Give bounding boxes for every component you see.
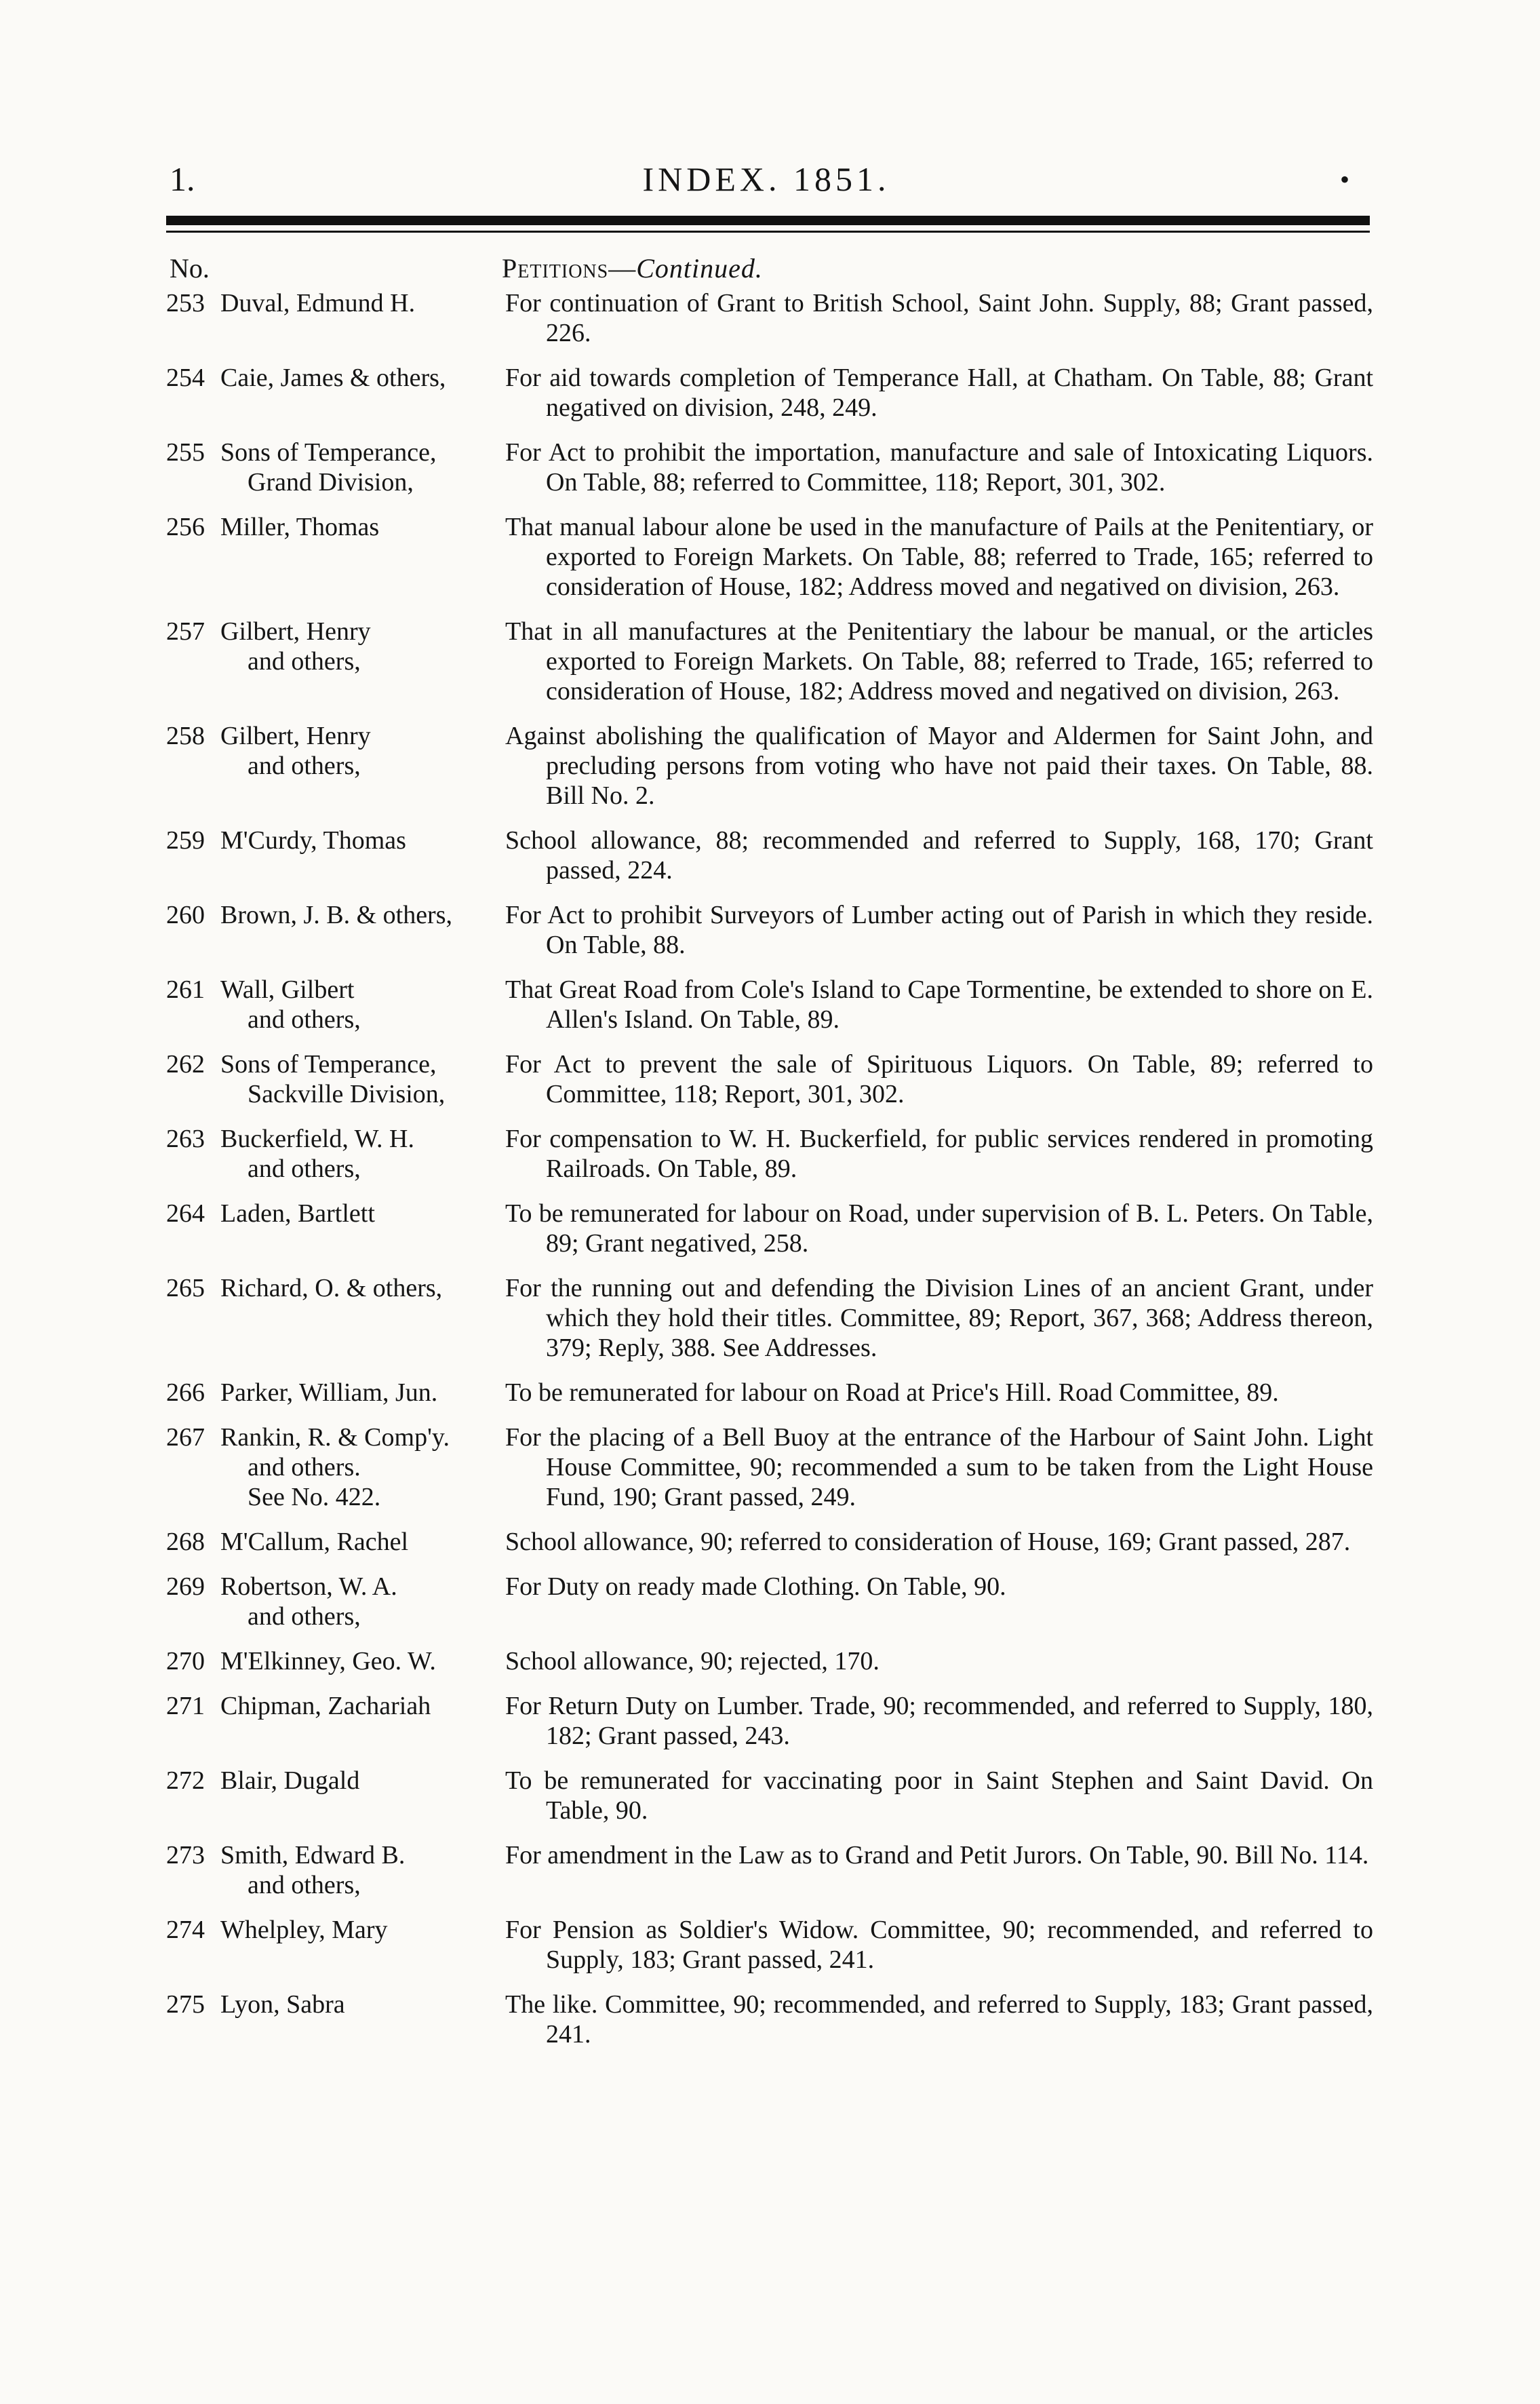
petition-description: For the placing of a Bell Buoy at the entrance of the Harbour of Saint John. Light House Committee, 90; recommended a sum to be taken from the Light House Fund, 190; Grant passed, 249. bbox=[505, 1423, 1373, 1511]
petition-entry bbox=[166, 288, 1373, 348]
petitioner-name-continuation: and others, bbox=[248, 1005, 361, 1034]
petition-description: For Duty on ready made Clothing. On Table, 90. bbox=[505, 1572, 1006, 1601]
petitioner-name: Lyon, Sabra bbox=[220, 1990, 345, 2019]
petition-number: 253 bbox=[166, 289, 205, 317]
petitioner bbox=[166, 1990, 505, 2049]
petitioner bbox=[166, 1378, 505, 1408]
petition-number: 266 bbox=[166, 1378, 205, 1407]
petitioner-name: Buckerfield, W. H. bbox=[220, 1125, 415, 1153]
petitioner-line bbox=[166, 1766, 505, 1796]
petitioner-name-continuation: Sackville Division, bbox=[248, 1080, 446, 1108]
petitioner bbox=[166, 1527, 505, 1557]
petitioner-name: Caie, James & others, bbox=[220, 364, 446, 392]
petitioner-line bbox=[166, 975, 505, 1005]
page-number: 1. bbox=[170, 160, 195, 198]
petition-entry bbox=[166, 363, 1373, 423]
petitioner-line bbox=[166, 288, 505, 318]
petition-entry bbox=[166, 721, 1373, 811]
page-title: INDEX. 1851. bbox=[642, 160, 890, 198]
petitioner-name-continuation: and others, bbox=[248, 1871, 361, 1899]
petitioner-name: Brown, J. B. & others, bbox=[220, 901, 452, 929]
petition-description: That Great Road from Cole's Island to Cape Tormentine, be extended to shore on E. Allen's Island. On Table, 89. bbox=[505, 975, 1373, 1034]
petitioner bbox=[166, 1915, 505, 1975]
petitioner-name: M'Curdy, Thomas bbox=[220, 826, 406, 855]
petitioner bbox=[166, 1422, 505, 1512]
petition-description: For continuation of Grant to British School, Saint John. Supply, 88; Grant passed, 226. bbox=[505, 289, 1373, 347]
petitioner bbox=[166, 1124, 505, 1184]
petition-entry bbox=[166, 900, 1373, 960]
petition-number: 262 bbox=[166, 1050, 205, 1079]
petition-number: 275 bbox=[166, 1990, 205, 2019]
petition-description: That in all manufactures at the Penitentiary the labour be manual, or the articles exported to Foreign Markets. On Table, 88; referred to Trade, 165; referred to consideration of House, 182; Address moved and negatived on division, 263. bbox=[505, 617, 1373, 705]
petition-entry bbox=[166, 1199, 1373, 1258]
petitioner bbox=[166, 1840, 505, 1900]
petition-entry bbox=[166, 438, 1373, 497]
header-rule-thick bbox=[166, 216, 1370, 225]
petitioner-name: Duval, Edmund H. bbox=[220, 289, 416, 317]
petitioner-line bbox=[166, 1527, 505, 1557]
petitioner bbox=[166, 721, 505, 811]
petition-list bbox=[166, 288, 1373, 2064]
petitioner-name: Parker, William, Jun. bbox=[220, 1378, 438, 1407]
petition-description: For compensation to W. H. Buckerfield, for public services rendered in promoting Railroads. On Table, 89. bbox=[505, 1125, 1373, 1183]
petition-entry bbox=[166, 1572, 1373, 1631]
petition-entry bbox=[166, 1378, 1373, 1408]
petition-description: For Pension as Soldier's Widow. Committee, 90; recommended, and referred to Supply, 183; Grant passed, 241. bbox=[505, 1916, 1373, 1974]
petitioner bbox=[166, 512, 505, 602]
petitioner-name-continuation: and others, bbox=[248, 1155, 361, 1183]
section-heading bbox=[502, 252, 763, 284]
page-header bbox=[170, 159, 1363, 207]
column-header bbox=[170, 252, 1370, 286]
petition-description: Against abolishing the qualification of Mayor and Aldermen for Saint John, and precluding persons from voting who have not paid their taxes. On Table, 88. Bill No. 2. bbox=[505, 722, 1373, 810]
petition-description: For Act to prohibit the importation, manufacture and sale of Intoxicating Liquors. On Table, 88; referred to Committee, 118; Report, 301, 302. bbox=[505, 438, 1373, 497]
petitioner-line bbox=[166, 1378, 505, 1408]
petition-number: 267 bbox=[166, 1423, 205, 1452]
petition-entry bbox=[166, 1422, 1373, 1512]
petition-number: 265 bbox=[166, 1274, 205, 1302]
petition-entry bbox=[166, 1766, 1373, 1825]
petitioner-name: Sons of Temperance, bbox=[220, 438, 437, 467]
petition-number: 270 bbox=[166, 1647, 205, 1675]
petition-description: School allowance, 88; recommended and referred to Supply, 168, 170; Grant passed, 224. bbox=[505, 826, 1373, 885]
petitioner-name: Whelpley, Mary bbox=[220, 1916, 388, 1944]
petition-number: 261 bbox=[166, 975, 205, 1004]
petition-description: School allowance, 90; rejected, 170. bbox=[505, 1647, 880, 1675]
petitioner bbox=[166, 1572, 505, 1631]
petition-entry bbox=[166, 1691, 1373, 1751]
petitioner-line bbox=[166, 1124, 505, 1154]
section-continued: Continued. bbox=[636, 253, 763, 284]
petitioner-name: Rankin, R. & Comp'y. bbox=[220, 1423, 450, 1452]
petition-description: For Act to prohibit Surveyors of Lumber acting out of Parish in which they reside. On Table, 88. bbox=[505, 901, 1373, 959]
petitioner bbox=[166, 1766, 505, 1825]
petitioner-name: Gilbert, Henry bbox=[220, 722, 371, 750]
petitioner-name-continuation: and others, bbox=[248, 752, 361, 780]
petitioner-name: Laden, Bartlett bbox=[220, 1199, 375, 1228]
petition-number: 269 bbox=[166, 1572, 205, 1601]
petitioner-line bbox=[166, 826, 505, 855]
petitioner-name: Smith, Edward B. bbox=[220, 1841, 406, 1869]
petitioner-line bbox=[166, 1049, 505, 1079]
petition-entry bbox=[166, 1840, 1373, 1900]
petition-number: 254 bbox=[166, 364, 205, 392]
petitioner bbox=[166, 288, 505, 348]
petitioner bbox=[166, 617, 505, 706]
petitioner-line bbox=[166, 1572, 505, 1602]
petitioner bbox=[166, 1691, 505, 1751]
petition-entry bbox=[166, 617, 1373, 706]
petitioner-line bbox=[166, 900, 505, 930]
petitioner-name-continuation: Grand Division, bbox=[248, 468, 414, 497]
petition-description: For Return Duty on Lumber. Trade, 90; recommended, and referred to Supply, 180, 182; Grant passed, 243. bbox=[505, 1692, 1373, 1750]
petition-description: To be remunerated for labour on Road at Price's Hill. Road Committee, 89. bbox=[505, 1378, 1279, 1407]
petitioner-line bbox=[166, 363, 505, 393]
petitioner-name-continuation: and others, bbox=[248, 1602, 361, 1631]
petitioner bbox=[166, 363, 505, 423]
petition-number: 273 bbox=[166, 1841, 205, 1869]
petition-description: To be remunerated for vaccinating poor in Saint Stephen and Saint David. On Table, 90. bbox=[505, 1766, 1373, 1825]
petition-description: That manual labour alone be used in the manufacture of Pails at the Penitentiary, or exported to Foreign Markets. On Table, 88; referred to Trade, 165; referred to consideration of House, 182; Address moved and negatived on division, 263. bbox=[505, 513, 1373, 601]
petition-number: 272 bbox=[166, 1766, 205, 1795]
petition-entry bbox=[166, 1049, 1373, 1109]
petition-number: 260 bbox=[166, 901, 205, 929]
petition-description: For aid towards completion of Temperance Hall, at Chatham. On Table, 88; Grant negatived on division, 248, 249. bbox=[505, 364, 1373, 422]
petitioner-name: Wall, Gilbert bbox=[220, 975, 355, 1004]
petition-number: 257 bbox=[166, 617, 205, 646]
petition-number: 268 bbox=[166, 1528, 205, 1556]
petition-entry bbox=[166, 512, 1373, 602]
petition-entry bbox=[166, 1527, 1373, 1557]
petition-number: 271 bbox=[166, 1692, 205, 1720]
petition-number: 263 bbox=[166, 1125, 205, 1153]
petitioner-name: M'Callum, Rachel bbox=[220, 1528, 409, 1556]
petitioner bbox=[166, 900, 505, 960]
section-label: Petitions— bbox=[502, 253, 637, 284]
petition-entry bbox=[166, 1124, 1373, 1184]
petitioner-line bbox=[166, 1691, 505, 1721]
petition-entry bbox=[166, 1646, 1373, 1676]
petition-number: 256 bbox=[166, 513, 205, 541]
petition-description: For Act to prevent the sale of Spirituous Liquors. On Table, 89; referred to Committee, 118; Report, 301, 302. bbox=[505, 1050, 1373, 1108]
petition-description: School allowance, 90; referred to consideration of House, 169; Grant passed, 287. bbox=[505, 1528, 1351, 1556]
petitioner-line bbox=[166, 1422, 505, 1452]
petitioner-line bbox=[166, 512, 505, 542]
petitioner bbox=[166, 1049, 505, 1109]
petitioner bbox=[166, 826, 505, 885]
petitioner-line bbox=[166, 1646, 505, 1676]
petition-entry bbox=[166, 1273, 1373, 1363]
petition-description: To be remunerated for labour on Road, under supervision of B. L. Peters. On Table, 89; Grant negatived, 258. bbox=[505, 1199, 1373, 1258]
petitioner-line bbox=[166, 1915, 505, 1945]
petitioner-name: Chipman, Zachariah bbox=[220, 1692, 431, 1720]
petitioner-line bbox=[166, 1273, 505, 1303]
petitioner-name: Robertson, W. A. bbox=[220, 1572, 397, 1601]
petitioner-name-continuation: See No. 422. bbox=[248, 1483, 381, 1511]
petitioner-name-continuation: and others, bbox=[248, 647, 361, 676]
petitioner-name: Blair, Dugald bbox=[220, 1766, 360, 1795]
print-mark: • bbox=[1339, 164, 1349, 195]
petition-number: 258 bbox=[166, 722, 205, 750]
petition-description: For the running out and defending the Division Lines of an ancient Grant, under which they hold their titles. Committee, 89; Report, 367, 368; Address thereon, 379; Reply, 388. See Addresses. bbox=[505, 1274, 1373, 1362]
petition-entry bbox=[166, 1990, 1373, 2049]
petition-number: 274 bbox=[166, 1916, 205, 1944]
petitioner bbox=[166, 1273, 505, 1363]
petitioner-name: M'Elkinney, Geo. W. bbox=[220, 1647, 436, 1675]
petition-entry bbox=[166, 975, 1373, 1034]
petitioner-name: Miller, Thomas bbox=[220, 513, 380, 541]
petition-number: 255 bbox=[166, 438, 205, 467]
petitioner-line bbox=[166, 438, 505, 467]
petitioner bbox=[166, 1646, 505, 1676]
petitioner-line bbox=[166, 1840, 505, 1870]
petitioner bbox=[166, 438, 505, 497]
petitioner-line bbox=[166, 721, 505, 751]
petitioner bbox=[166, 1199, 505, 1258]
petitioner bbox=[166, 975, 505, 1034]
petition-entry bbox=[166, 826, 1373, 885]
number-column-label: No. bbox=[170, 253, 210, 284]
petitioner-line bbox=[166, 1990, 505, 2019]
petitioner-name: Richard, O. & others, bbox=[220, 1274, 443, 1302]
petitioner-name: Gilbert, Henry bbox=[220, 617, 371, 646]
petitioner-name: Sons of Temperance, bbox=[220, 1050, 437, 1079]
petition-number: 259 bbox=[166, 826, 205, 855]
petition-number: 264 bbox=[166, 1199, 205, 1228]
header-rule-thin bbox=[166, 231, 1370, 233]
petition-description: For amendment in the Law as to Grand and Petit Jurors. On Table, 90. Bill No. 114. bbox=[505, 1841, 1369, 1869]
petitioner-line bbox=[166, 1199, 505, 1228]
petitioner-name-continuation: and others. bbox=[248, 1453, 361, 1481]
petition-entry bbox=[166, 1915, 1373, 1975]
petitioner-line bbox=[166, 617, 505, 646]
petition-description: The like. Committee, 90; recommended, and referred to Supply, 183; Grant passed, 241. bbox=[505, 1990, 1373, 2049]
